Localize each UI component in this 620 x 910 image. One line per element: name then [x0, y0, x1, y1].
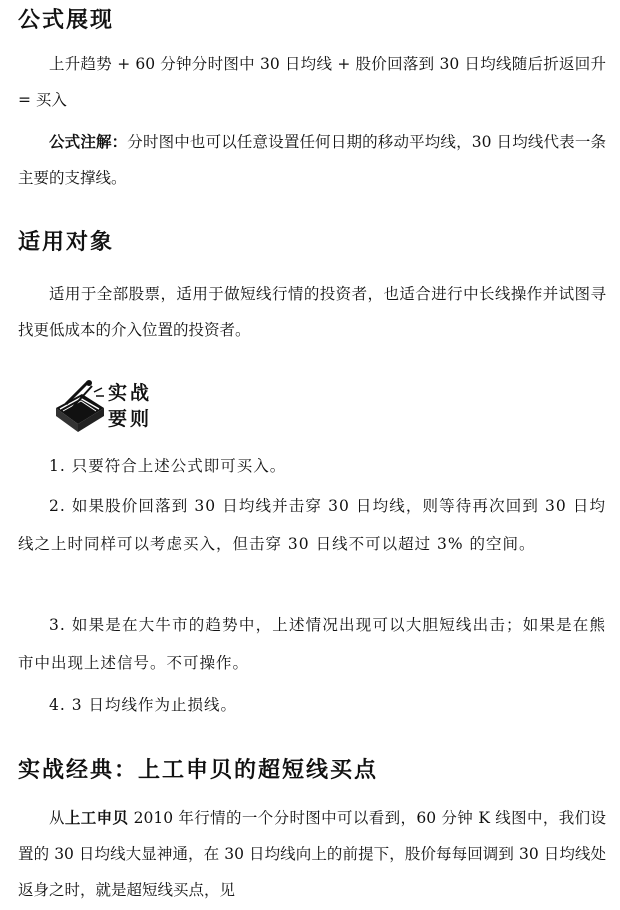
- formula-heading: 公式展现: [18, 8, 115, 33]
- book-with-pen-icon: [52, 378, 108, 436]
- rule-item-1: 1. 只要符合上述公式即可买入。: [49, 457, 287, 475]
- badge-label: [108, 380, 152, 432]
- classic-stock-name: 上工申贝: [64, 809, 129, 827]
- badge-line-2: 要则: [108, 408, 153, 430]
- audience-heading: 适用对象: [18, 230, 115, 255]
- classic-text-before: 从: [49, 809, 65, 827]
- rule-item-2: 2. 如果股价回落到 30 日均线并击穿 30 日均线，则等待再次回到 30 日均线之上时同样可以考虑买入，但击穿 30 日线不可以超过 3% 的空间。: [18, 497, 606, 553]
- audience-text: 适用于全部股票，适用于做短线行情的投资者，也适合进行中长线操作并试图寻找更低成本的介入位置的投资者。: [18, 285, 606, 339]
- formula-note-label: 公式注解：: [49, 133, 128, 151]
- rules-badge: [52, 378, 172, 438]
- formula-text: 上升趋势 + 60 分钟分时图中 30 日均线 + 股价回落到 30 日均线随后折返回升 = 买入: [18, 55, 606, 109]
- formula-note: [18, 124, 606, 196]
- badge-line-1: 实战: [108, 382, 153, 404]
- rule-item-3: 3. 如果是在大牛市的趋势中，上述情况出现可以大胆短线出击；如果是在熊市中出现上述信号。不可操作。: [18, 616, 606, 672]
- rule-item-4: 4. 3 日均线作为止损线。: [49, 696, 238, 714]
- classic-heading: 实战经典：上工申贝的超短线买点: [18, 758, 379, 783]
- formula-note-text: 分时图中也可以任意设置任何日期的移动平均线，30 日均线代表一条主要的支撑线。: [18, 133, 606, 187]
- classic-text-after: 2010 年行情的一个分时图中可以看到，60 分钟 K 线图中，我们设置的 30 日均线大显神通，在 30 日均线向上的前提下，股价每每回调到 30 日均线处返身之时，就是超短线买点，见: [18, 809, 606, 899]
- classic-text: [18, 800, 606, 908]
